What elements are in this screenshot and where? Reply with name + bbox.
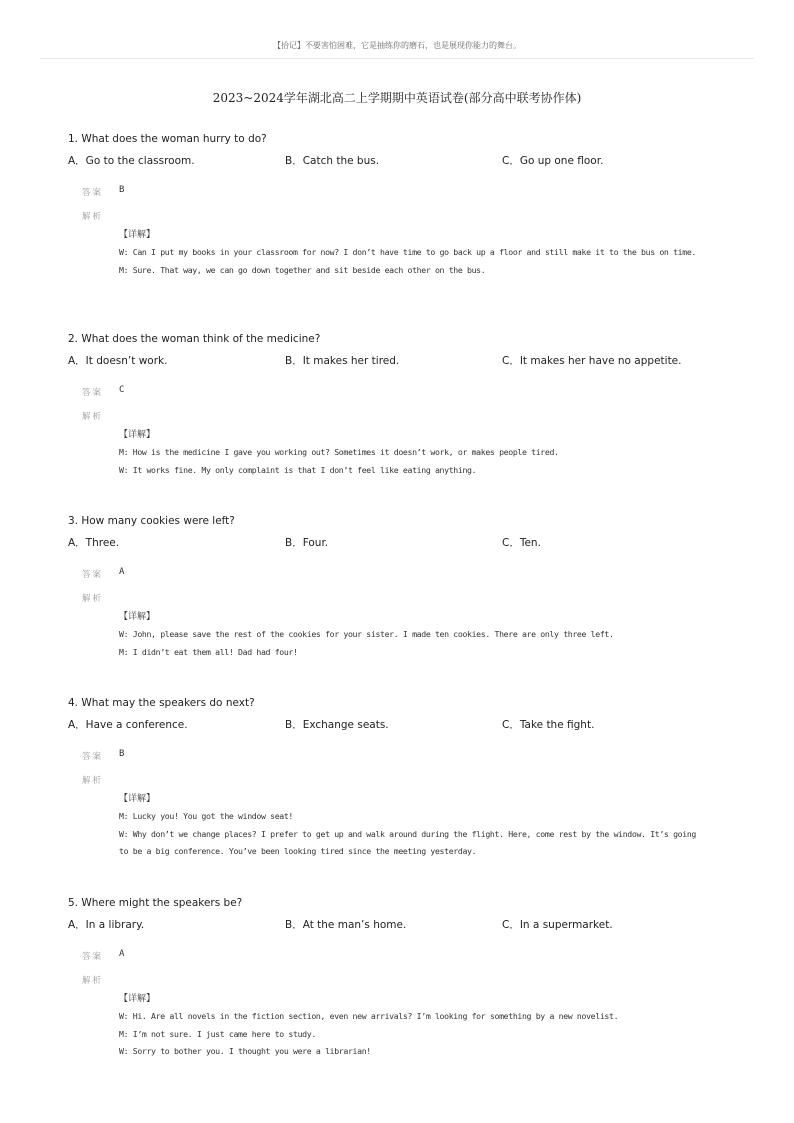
detail-heading: 【详解】 (119, 794, 156, 804)
answer-value: A (119, 567, 125, 577)
transcript (119, 244, 709, 279)
option-c: C．Take the fight. (502, 719, 595, 731)
option-c: C．Go up one floor. (502, 155, 604, 167)
question-text: 1. What does the woman hurry to do? (68, 133, 267, 145)
option-b: B．It makes her tired. (285, 355, 400, 367)
transcript-line: M: I’m not sure. I just came here to study. (119, 1028, 316, 1039)
answer-value: A (119, 949, 125, 959)
transcript-line: W: It works fine. My only complaint is that I don’t feel like eating anything. (119, 464, 477, 475)
transcript-line: W: Why don’t we change places? I prefer to get up and walk around during the flight. Here, come rest by the window. It’s going to be a big conference. You’ve been looking tired since the meeting yesterday. (119, 828, 696, 856)
transcript-line: W: Sorry to bother you. I thought you were a librarian! (119, 1046, 371, 1056)
question-text: 4. What may the speakers do next? (68, 697, 255, 709)
explanation-label: 解析 (82, 412, 104, 422)
option-a: A．It doesn’t work. (68, 355, 168, 367)
question-text: 5. Where might the speakers be? (68, 897, 243, 909)
explanation-label: 解析 (82, 594, 104, 604)
answer-value: B (119, 749, 125, 759)
detail-heading: 【详解】 (119, 230, 156, 240)
option-b: B．Four. (285, 537, 329, 549)
detail-heading: 【详解】 (119, 612, 156, 622)
answer-label: 答案 (82, 570, 104, 580)
transcript (119, 1008, 709, 1061)
option-a: A．In a library. (68, 919, 145, 931)
question-text: 3. How many cookies were left? (68, 515, 235, 527)
page-title: 2023~2024学年湖北高二上学期期中英语试卷(部分高中联考协作体) (212, 91, 582, 105)
explanation-label: 解析 (82, 776, 104, 786)
option-a: A．Go to the classroom. (68, 155, 195, 167)
answer-label: 答案 (82, 952, 104, 962)
option-b: B．Exchange seats. (285, 719, 389, 731)
answer-label: 答案 (82, 188, 104, 198)
transcript-line: M: I didn’t eat them all! Dad had four! (119, 646, 298, 657)
answer-value: B (119, 185, 125, 195)
explanation-label: 解析 (82, 976, 104, 986)
transcript-line: W: Can I put my books in your classroom for now? I don’t have time to go back up a floor and still make it to the bus on time. (119, 247, 696, 257)
option-c: C．In a supermarket. (502, 919, 613, 931)
transcript (119, 444, 709, 479)
transcript-line: W: John, please save the rest of the cookies for your sister. I made ten cookies. There are only three left. (119, 629, 614, 639)
transcript-line: W: Hi. Are all novels in the fiction section, even new arrivals? I’m looking for something by a new novelist. (119, 1011, 619, 1021)
answer-label: 答案 (82, 388, 104, 398)
option-a: A．Three. (68, 537, 120, 549)
transcript (119, 626, 709, 661)
option-c: C．It makes her have no appetite. (502, 355, 682, 367)
header-divider (40, 58, 754, 59)
transcript (119, 808, 709, 861)
question-text: 2. What does the woman think of the medicine? (68, 333, 321, 345)
answer-value: C (119, 385, 125, 395)
transcript-line: M: Lucky you! You got the window seat! (119, 811, 294, 821)
option-b: B．At the man’s home. (285, 919, 407, 931)
option-c: C．Ten. (502, 537, 541, 549)
detail-heading: 【详解】 (119, 994, 156, 1004)
answer-label: 答案 (82, 752, 104, 762)
option-a: A．Have a conference. (68, 719, 188, 731)
transcript-line: M: How is the medicine I gave you working out? Sometimes it doesn’t work, or makes people tired. (119, 447, 559, 457)
motto-banner: 【拾记】不要害怕困难，它是抽练你的磨石，也是展现你能力的舞台。 (273, 41, 521, 50)
explanation-label: 解析 (82, 212, 104, 222)
transcript-line: M: Sure. That way, we can go down together and sit beside each other on the bus. (119, 264, 486, 275)
detail-heading: 【详解】 (119, 430, 156, 440)
option-b: B．Catch the bus. (285, 155, 380, 167)
